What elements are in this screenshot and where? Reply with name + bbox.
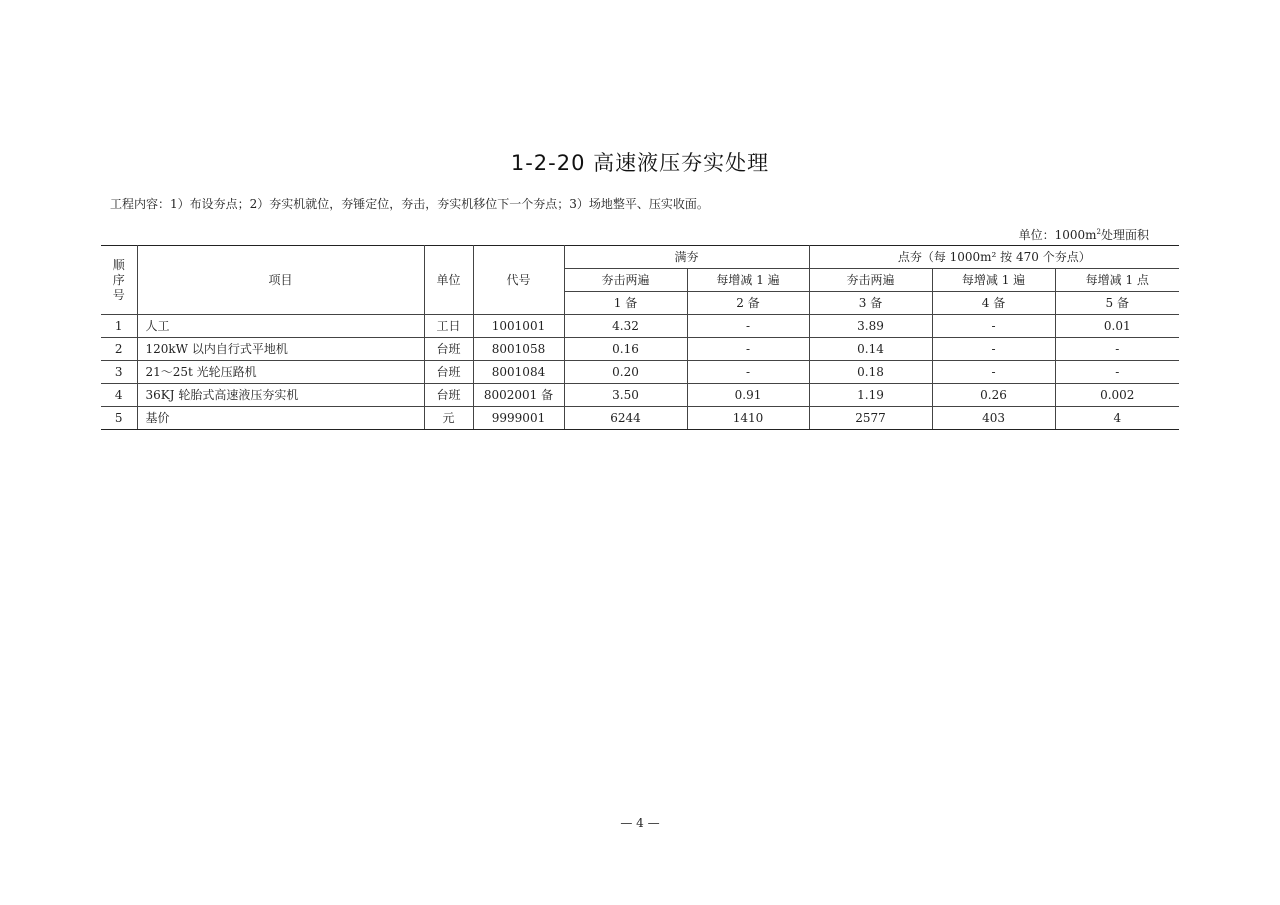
- header-num: 5 备: [1055, 292, 1179, 315]
- table-row: [101, 361, 1179, 384]
- cell-value: 1.19: [809, 384, 932, 407]
- cell-value: -: [932, 338, 1055, 361]
- table-row: [101, 315, 1179, 338]
- unit-sup: 2: [1096, 228, 1101, 236]
- header-item: 项目: [137, 246, 424, 315]
- header-group-point-tamping: 点夯（每 1000m² 按 470 个夯点）: [809, 246, 1179, 269]
- cell-unit: 台班: [424, 361, 473, 384]
- cell-value: 0.91: [687, 384, 809, 407]
- cell-value: 2577: [809, 407, 932, 430]
- header-num: 2 备: [687, 292, 809, 315]
- header-num: 4 备: [932, 292, 1055, 315]
- cell-value: 1410: [687, 407, 809, 430]
- header-num: 1 备: [564, 292, 687, 315]
- cell-code: 9999001: [473, 407, 564, 430]
- cell-no: 3: [101, 361, 137, 384]
- cell-no: 5: [101, 407, 137, 430]
- header-sub: 每增减 1 点: [1055, 269, 1179, 292]
- cell-item: 36KJ 轮胎式高速液压夯实机: [137, 384, 424, 407]
- cell-unit: 元: [424, 407, 473, 430]
- cell-value: -: [687, 361, 809, 384]
- cell-value: 0.01: [1055, 315, 1179, 338]
- cell-value: 3.89: [809, 315, 932, 338]
- cell-code: 8001058: [473, 338, 564, 361]
- header-seq-char: 顺: [112, 257, 125, 272]
- quota-table: [101, 245, 1179, 430]
- table-row: [101, 384, 1179, 407]
- cell-value: -: [1055, 361, 1179, 384]
- cell-value: 4: [1055, 407, 1179, 430]
- cell-value: -: [687, 315, 809, 338]
- cell-value: -: [932, 361, 1055, 384]
- cell-item: 21～25t 光轮压路机: [137, 361, 424, 384]
- cell-item: 基价: [137, 407, 424, 430]
- header-num: 3 备: [809, 292, 932, 315]
- work-content: 工程内容：1）布设夯点；2）夯实机就位，夯锤定位，夯击，夯实机移位下一个夯点；3）场地整平、压实收面。: [110, 197, 709, 211]
- table-row: [101, 407, 1179, 430]
- header-code: 代号: [473, 246, 564, 315]
- header-row-1: [101, 246, 1179, 269]
- cell-value: 403: [932, 407, 1055, 430]
- cell-value: 0.002: [1055, 384, 1179, 407]
- cell-value: 4.32: [564, 315, 687, 338]
- cell-value: 3.50: [564, 384, 687, 407]
- cell-code: 1001001: [473, 315, 564, 338]
- cell-code: 8002001 备: [473, 384, 564, 407]
- cell-unit: 台班: [424, 384, 473, 407]
- cell-value: 0.18: [809, 361, 932, 384]
- page-title: 1-2-20 高速液压夯实处理: [510, 151, 770, 175]
- cell-value: -: [932, 315, 1055, 338]
- table-row: [101, 338, 1179, 361]
- unit-prefix: 单位：1000m: [1018, 228, 1097, 242]
- header-group-full-tamping: 满夯: [564, 246, 809, 269]
- unit-suffix: 处理面积: [1100, 228, 1149, 242]
- header-seq-char: 序: [112, 272, 125, 287]
- cell-value: 0.14: [809, 338, 932, 361]
- header-sub: 夯击两遍: [809, 269, 932, 292]
- cell-no: 2: [101, 338, 137, 361]
- header-seq: [101, 246, 137, 315]
- cell-code: 8001084: [473, 361, 564, 384]
- cell-unit: 工日: [424, 315, 473, 338]
- cell-no: 4: [101, 384, 137, 407]
- cell-value: 0.20: [564, 361, 687, 384]
- header-sub: 每增减 1 遍: [932, 269, 1055, 292]
- cell-value: 6244: [564, 407, 687, 430]
- cell-unit: 台班: [424, 338, 473, 361]
- cell-no: 1: [101, 315, 137, 338]
- cell-value: 0.26: [932, 384, 1055, 407]
- unit-label: [1019, 226, 1149, 243]
- cell-item: 人工: [137, 315, 424, 338]
- cell-value: -: [1055, 338, 1179, 361]
- header-unit: 单位: [424, 246, 473, 315]
- cell-item: 120kW 以内自行式平地机: [137, 338, 424, 361]
- cell-value: -: [687, 338, 809, 361]
- header-sub: 每增减 1 遍: [687, 269, 809, 292]
- page-number: — 4 —: [620, 816, 660, 830]
- header-sub: 夯击两遍: [564, 269, 687, 292]
- header-seq-char: 号: [112, 287, 125, 302]
- cell-value: 0.16: [564, 338, 687, 361]
